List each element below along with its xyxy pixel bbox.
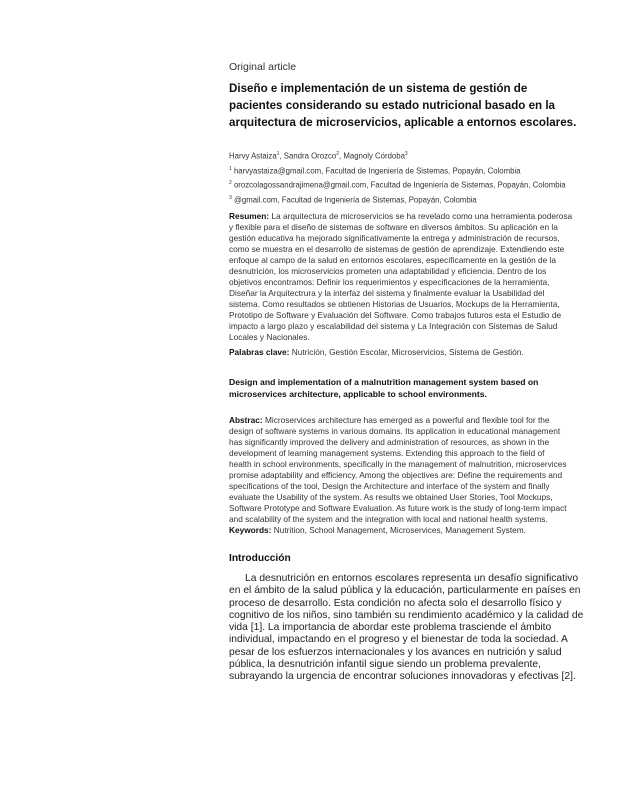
keywords-text: Nutrition, School Management, Microservices, Management System. (271, 525, 526, 535)
text-line: desnutrición, los microservicios prometen una adaptabilidad y eficiencia. Dentro de los (229, 266, 547, 276)
title-line: Diseño e implementación de un sistema de gestión de (229, 82, 528, 95)
author-sup: 2 (336, 151, 340, 157)
keywords-label: Palabras clave: (229, 347, 290, 357)
introduction-paragraph (229, 573, 583, 683)
text-line: Locales y Nacionales. (229, 332, 310, 342)
abstract (229, 415, 567, 525)
text-line: specifications of the tool, Design the Architecture and interface of the system and finally (229, 481, 550, 491)
section-heading-introduccion: Introducción (229, 553, 291, 564)
text-line: cognitivo de los niños, sino también su rendimiento académico y la calidad de (229, 609, 584, 621)
text-line: vida [1]. La importancia de abordar este problema trasciende el ámbito (229, 622, 552, 633)
section-label: Resumen: (229, 211, 270, 221)
text-line: sistema. Como resultados se obtienen Historias de Usuarios, Mockups de la Herramienta, (229, 299, 560, 309)
english-title-line: microservices architecture, applicable to school environments. (229, 389, 487, 399)
author-sup: 1 (276, 151, 280, 157)
text-line: pública, la desnutrición infantil sigue siendo un problema prevalente, (229, 658, 541, 670)
text-line: impacto a largo plazo y escalabilidad del sistema y La Integración con Sistemas de Salud (229, 321, 558, 331)
text-line: enfoque al campo de la salud en entornos escolares, específicamente en la gestión de la (229, 255, 557, 265)
title-line: pacientes considerando su estado nutricional basado en la (229, 99, 555, 112)
palabras-clave (229, 347, 524, 358)
text-line: como se muestra en el desarrollo de sistemas de gestión de aprendizaje. Extendiendo este (229, 244, 565, 254)
authors-block (229, 148, 566, 206)
keywords-label: Keywords: (229, 525, 272, 535)
text-line: development of learning management systems. Extending this approach to the field of (229, 448, 545, 458)
text-line: health in school environments, specifically in the management of malnutrition, microservices (229, 459, 567, 469)
text-line: Prototipo de Software y Evaluación del Software. Como trabajos futuros esta el Estudio de (229, 310, 562, 320)
text-line: en el ámbito de la salud pública y la educación, particularmente en países en (229, 585, 581, 597)
article-title (229, 80, 576, 131)
english-title-line: Design and implementation of a malnutrition management system based on (229, 377, 539, 387)
text-line: has significantly improved the delivery and administration of resources, as shown in the (229, 437, 550, 447)
text-line: La desnutrición en entornos escolares representa un desafío significativo (245, 573, 579, 584)
affiliation (229, 177, 566, 192)
affiliation (229, 163, 566, 178)
text-line (229, 211, 572, 222)
text-line: pesar de los esfuerzos internacionales y los avances en nutrición y salud (229, 646, 562, 658)
affiliation-text: harvyastaiza@gmail.com, Facultad de Ingeniería de Sistemas, Popayán, Colombia (233, 166, 521, 176)
section-label: Abstrac: (229, 415, 263, 425)
text-line: design of software systems in various domains. Its application in educational management (229, 426, 561, 436)
text-line: and scalability of the system and the integration with local and national health systems. (229, 514, 548, 524)
text-line (229, 415, 567, 426)
affiliation-text: @gmail.com, Facultad de Ingeniería de Sistemas, Popayán, Colombia (233, 195, 477, 205)
affiliation-sup: 2 (229, 180, 232, 187)
affiliation-sup: 3 (229, 194, 232, 201)
english-title (229, 376, 538, 400)
author-list: Harvy Astaiza$^1$, Sandra Orozco$^2$, Magnoly Córdoba$^3$ (229, 151, 408, 161)
line-text: La arquitectura de microservicios se ha revelado como una herramienta poderosa (269, 211, 573, 221)
affiliation-text: orozcolagossandrajimena@gmail.com, Facultad de Ingeniería de Sistemas, Popayán, Colombia (233, 180, 566, 190)
article-type: Original article (229, 61, 297, 73)
affiliation (229, 192, 566, 207)
title-line: arquitectura de microservicios, aplicable a entornos escolares. (229, 116, 577, 129)
author-sup: 3 (404, 151, 408, 157)
author-name: Harvy Astaiza (229, 151, 277, 161)
text-line: Software Prototype and Software Evaluation. As future work is the study of long-term impact (229, 503, 567, 513)
author-name: Magnoly Córdoba (343, 151, 405, 161)
text-line: gestión educativa ha mejorado significativamente la entrega y administración de recursos, (229, 233, 560, 243)
text-line: individual, impactando en el progreso y el bienestar de toda la sociedad. A (229, 634, 568, 646)
affiliation-sup: 1 (229, 165, 232, 172)
text-line: objetivos encontramos: Definir los requerimientos y especificaciones de la herramienta, (229, 277, 550, 287)
author-name: Sandra Orozco (283, 151, 337, 161)
text-line: subrayando la urgencia de encontrar soluciones innovadoras y efectivas [2]. (229, 671, 576, 682)
line-text: Microservices architecture has emerged as a powerful and flexible tool for the (262, 415, 550, 425)
resumen (229, 211, 572, 343)
text-line: proceso de desarrollo. Esta condición no afecta solo el desarrollo físico y (229, 597, 562, 609)
keywords (229, 525, 526, 536)
text-line: evaluate the Usability of the system. As results we obtained User Stories, Tool Mockups, (229, 492, 553, 502)
text-line: promise adaptability and efficiency. Among the objectives are: Define the requirements and (229, 470, 563, 480)
text-line: y flexible para el diseño de sistemas de software en diversos ámbitos. Su aplicación en la (229, 222, 558, 232)
text-line: Diseñar la Arquitectrura y la interfaz del sistema y finalmente evaluar la Usabilidad del (229, 288, 545, 298)
keywords-text: Nutrición, Gestión Escolar, Microservicios, Sistema de Gestión. (289, 347, 524, 357)
